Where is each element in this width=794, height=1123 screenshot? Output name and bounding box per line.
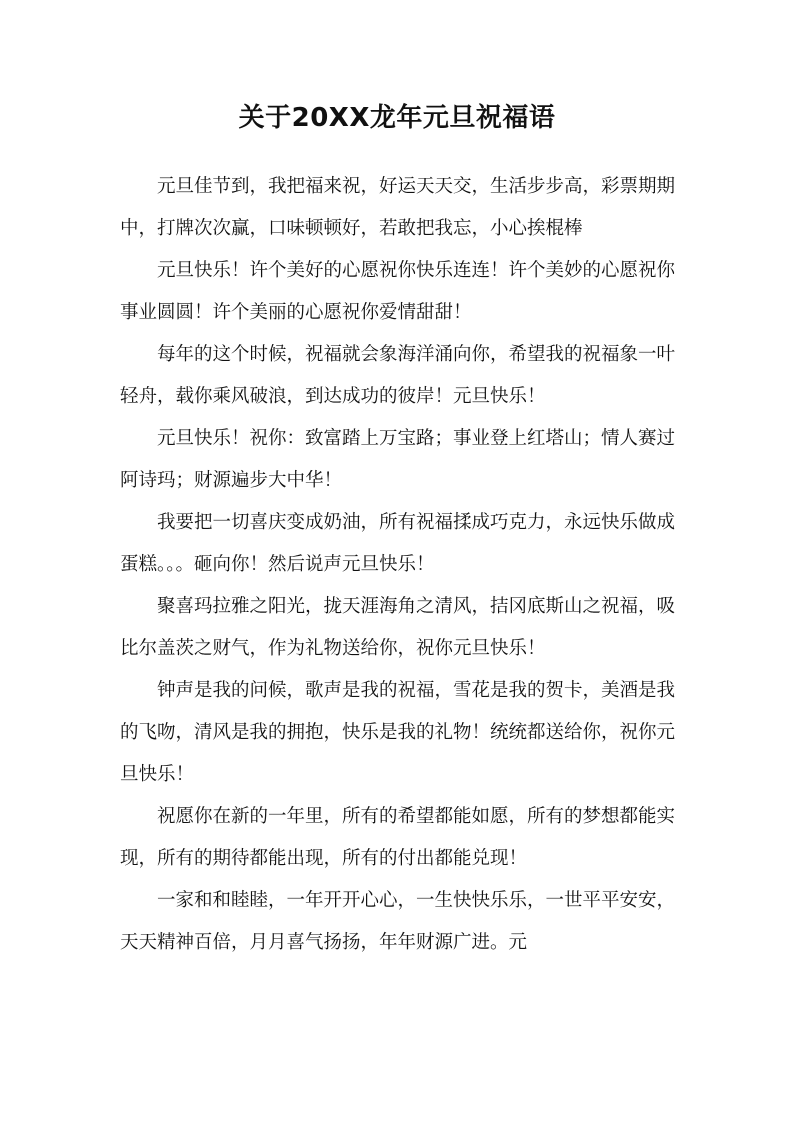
document-title: 关于20XX龙年元旦祝福语 — [238, 103, 556, 133]
paragraph: 每年的这个时候，祝福就会象海洋涌向你，希望我的祝福象一叶轻舟，载你乘风破浪，到达成功的彼岸！元旦快乐！ — [120, 344, 676, 407]
paragraph: 元旦佳节到，我把福来祝，好运天天交，生活步步高，彩票期期中，打牌次次赢，口味顿顿好，若敢把我忘，小心挨棍棒 — [120, 176, 676, 239]
paragraph: 祝愿你在新的一年里，所有的希望都能如愿，所有的梦想都能实现，所有的期待都能出现，所有的付出都能兑现！ — [120, 806, 676, 869]
paragraph: 元旦快乐！祝你：致富踏上万宝路；事业登上红塔山；情人赛过阿诗玛；财源遍步大中华！ — [120, 428, 676, 491]
document-body — [120, 166, 675, 964]
paragraph: 一家和和睦睦，一年开开心心，一生快快乐乐，一世平平安安，天天精神百倍，月月喜气扬扬，年年财源广进。元 — [120, 890, 676, 953]
paragraph: 元旦快乐！许个美好的心愿祝你快乐连连！许个美妙的心愿祝你事业圆圆！许个美丽的心愿祝你爱情甜甜！ — [120, 260, 676, 323]
paragraph: 聚喜玛拉雅之阳光，拢天涯海角之清风，拮冈底斯山之祝福，吸比尔盖茨之财气，作为礼物送给你，祝你元旦快乐！ — [120, 596, 676, 659]
paragraph: 我要把一切喜庆变成奶油，所有祝福揉成巧克力，永远快乐做成蛋糕。。。砸向你！然后说声元旦快乐！ — [120, 512, 676, 575]
paragraph: 钟声是我的问候，歌声是我的祝福，雪花是我的贺卡，美酒是我的飞吻，清风是我的拥抱，快乐是我的礼物！统统都送给你，祝你元旦快乐！ — [120, 680, 676, 785]
